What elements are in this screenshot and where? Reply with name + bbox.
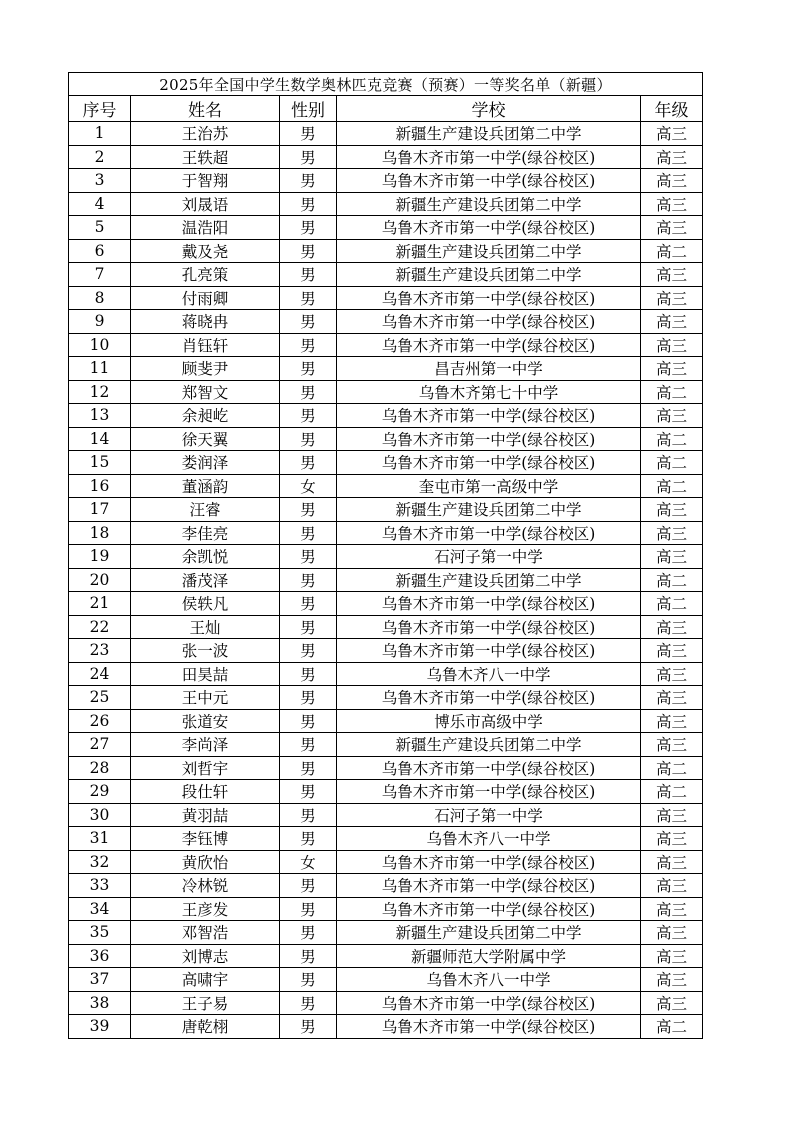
cell-name: 张道安 (131, 709, 280, 733)
table-row (69, 850, 703, 874)
cell-school: 新疆生产建设兵团第二中学 (337, 921, 641, 945)
cell-name: 张一波 (131, 639, 280, 663)
cell-grade: 高三 (641, 545, 703, 569)
cell-gender: 男 (280, 310, 337, 334)
cell-grade: 高三 (641, 169, 703, 193)
award-table (68, 72, 703, 1039)
cell-number: 7 (69, 263, 131, 287)
cell-number: 26 (69, 709, 131, 733)
cell-number: 8 (69, 286, 131, 310)
cell-grade: 高二 (641, 427, 703, 451)
cell-grade: 高三 (641, 827, 703, 851)
cell-school: 新疆生产建设兵团第二中学 (337, 498, 641, 522)
cell-gender: 男 (280, 568, 337, 592)
table-row (69, 498, 703, 522)
cell-gender: 男 (280, 592, 337, 616)
cell-school: 乌鲁木齐市第一中学(绿谷校区) (337, 615, 641, 639)
cell-number: 13 (69, 404, 131, 428)
table-body (69, 122, 703, 1039)
table-row (69, 122, 703, 146)
cell-grade: 高三 (641, 639, 703, 663)
cell-gender: 女 (280, 850, 337, 874)
cell-gender: 男 (280, 1015, 337, 1039)
cell-school: 乌鲁木齐市第一中学(绿谷校区) (337, 686, 641, 710)
cell-number: 36 (69, 944, 131, 968)
cell-gender: 男 (280, 192, 337, 216)
cell-grade: 高三 (641, 897, 703, 921)
cell-name: 王轶超 (131, 145, 280, 169)
cell-gender: 男 (280, 239, 337, 263)
cell-school: 乌鲁木齐市第一中学(绿谷校区) (337, 592, 641, 616)
cell-grade: 高三 (641, 615, 703, 639)
cell-school: 石河子第一中学 (337, 545, 641, 569)
cell-school: 新疆生产建设兵团第二中学 (337, 263, 641, 287)
table-row (69, 944, 703, 968)
cell-school: 乌鲁木齐市第一中学(绿谷校区) (337, 404, 641, 428)
cell-number: 5 (69, 216, 131, 240)
cell-grade: 高三 (641, 404, 703, 428)
cell-name: 孔亮策 (131, 263, 280, 287)
cell-name: 冷林锐 (131, 874, 280, 898)
table-row (69, 380, 703, 404)
cell-grade: 高二 (641, 239, 703, 263)
cell-gender: 男 (280, 709, 337, 733)
cell-name: 高啸宇 (131, 968, 280, 992)
cell-school: 乌鲁木齐第七十中学 (337, 380, 641, 404)
table-row (69, 286, 703, 310)
cell-grade: 高三 (641, 874, 703, 898)
table-row (69, 991, 703, 1015)
cell-gender: 男 (280, 521, 337, 545)
table-row (69, 827, 703, 851)
cell-grade: 高三 (641, 192, 703, 216)
cell-name: 付雨卿 (131, 286, 280, 310)
cell-gender: 男 (280, 263, 337, 287)
cell-name: 余凯悦 (131, 545, 280, 569)
cell-gender: 男 (280, 615, 337, 639)
cell-gender: 男 (280, 921, 337, 945)
cell-number: 35 (69, 921, 131, 945)
cell-gender: 男 (280, 427, 337, 451)
cell-grade: 高三 (641, 216, 703, 240)
cell-gender: 男 (280, 803, 337, 827)
cell-number: 32 (69, 850, 131, 874)
cell-number: 37 (69, 968, 131, 992)
table-title: 2025年全国中学生数学奥林匹克竞赛（预赛）一等奖名单（新疆） (69, 73, 703, 96)
cell-name: 余昶屹 (131, 404, 280, 428)
cell-name: 于智翔 (131, 169, 280, 193)
cell-number: 4 (69, 192, 131, 216)
cell-name: 郑智文 (131, 380, 280, 404)
cell-gender: 男 (280, 169, 337, 193)
cell-number: 21 (69, 592, 131, 616)
cell-grade: 高三 (641, 968, 703, 992)
cell-gender: 男 (280, 733, 337, 757)
cell-number: 27 (69, 733, 131, 757)
cell-number: 23 (69, 639, 131, 663)
cell-number: 34 (69, 897, 131, 921)
cell-name: 顾斐尹 (131, 357, 280, 381)
cell-gender: 男 (280, 333, 337, 357)
cell-name: 李钰博 (131, 827, 280, 851)
cell-name: 刘哲宇 (131, 756, 280, 780)
cell-school: 乌鲁木齐市第一中学(绿谷校区) (337, 427, 641, 451)
cell-school: 乌鲁木齐市第一中学(绿谷校区) (337, 991, 641, 1015)
cell-school: 乌鲁木齐市第一中学(绿谷校区) (337, 216, 641, 240)
cell-number: 18 (69, 521, 131, 545)
cell-number: 19 (69, 545, 131, 569)
cell-school: 乌鲁木齐八一中学 (337, 662, 641, 686)
cell-name: 刘博志 (131, 944, 280, 968)
cell-gender: 男 (280, 145, 337, 169)
cell-number: 28 (69, 756, 131, 780)
table-row (69, 192, 703, 216)
cell-grade: 高三 (641, 145, 703, 169)
cell-grade: 高三 (641, 122, 703, 146)
cell-school: 乌鲁木齐市第一中学(绿谷校区) (337, 850, 641, 874)
cell-gender: 男 (280, 122, 337, 146)
cell-gender: 男 (280, 380, 337, 404)
table-row (69, 451, 703, 475)
table-row (69, 897, 703, 921)
cell-name: 汪睿 (131, 498, 280, 522)
cell-grade: 高三 (641, 733, 703, 757)
cell-name: 王彦发 (131, 897, 280, 921)
table-row (69, 427, 703, 451)
cell-name: 董涵韵 (131, 474, 280, 498)
table-row (69, 756, 703, 780)
table-row (69, 145, 703, 169)
cell-number: 15 (69, 451, 131, 475)
cell-school: 石河子第一中学 (337, 803, 641, 827)
cell-gender: 男 (280, 639, 337, 663)
cell-name: 刘晟语 (131, 192, 280, 216)
title-row (69, 73, 703, 96)
cell-number: 16 (69, 474, 131, 498)
cell-grade: 高二 (641, 568, 703, 592)
table-row (69, 874, 703, 898)
cell-grade: 高二 (641, 780, 703, 804)
cell-name: 唐乾栩 (131, 1015, 280, 1039)
cell-school: 乌鲁木齐市第一中学(绿谷校区) (337, 451, 641, 475)
table-row (69, 521, 703, 545)
cell-grade: 高二 (641, 474, 703, 498)
cell-number: 14 (69, 427, 131, 451)
cell-grade: 高三 (641, 686, 703, 710)
cell-number: 6 (69, 239, 131, 263)
cell-name: 邓智浩 (131, 921, 280, 945)
table-row (69, 357, 703, 381)
table-row (69, 333, 703, 357)
cell-school: 乌鲁木齐八一中学 (337, 827, 641, 851)
cell-gender: 男 (280, 968, 337, 992)
cell-school: 乌鲁木齐八一中学 (337, 968, 641, 992)
cell-school: 新疆生产建设兵团第二中学 (337, 122, 641, 146)
cell-number: 10 (69, 333, 131, 357)
cell-number: 29 (69, 780, 131, 804)
table-row (69, 780, 703, 804)
cell-name: 潘茂泽 (131, 568, 280, 592)
table-row (69, 686, 703, 710)
cell-gender: 男 (280, 780, 337, 804)
cell-grade: 高二 (641, 380, 703, 404)
cell-school: 新疆生产建设兵团第二中学 (337, 239, 641, 263)
cell-gender: 男 (280, 991, 337, 1015)
cell-number: 24 (69, 662, 131, 686)
table-row (69, 169, 703, 193)
cell-gender: 男 (280, 404, 337, 428)
cell-gender: 男 (280, 286, 337, 310)
cell-school: 新疆生产建设兵团第二中学 (337, 192, 641, 216)
cell-school: 昌吉州第一中学 (337, 357, 641, 381)
cell-grade: 高二 (641, 592, 703, 616)
table-row (69, 921, 703, 945)
cell-grade: 高三 (641, 498, 703, 522)
cell-grade: 高二 (641, 451, 703, 475)
table-row (69, 545, 703, 569)
cell-name: 肖钰轩 (131, 333, 280, 357)
cell-gender: 男 (280, 662, 337, 686)
cell-gender: 男 (280, 686, 337, 710)
table-row (69, 474, 703, 498)
cell-name: 王治苏 (131, 122, 280, 146)
cell-school: 乌鲁木齐市第一中学(绿谷校区) (337, 1015, 641, 1039)
table-row (69, 662, 703, 686)
col-header-number: 序号 (69, 96, 131, 122)
col-header-school: 学校 (337, 96, 641, 122)
table-row (69, 1015, 703, 1039)
cell-number: 33 (69, 874, 131, 898)
cell-name: 戴及尧 (131, 239, 280, 263)
cell-school: 乌鲁木齐市第一中学(绿谷校区) (337, 897, 641, 921)
cell-name: 田昊喆 (131, 662, 280, 686)
cell-number: 31 (69, 827, 131, 851)
cell-name: 黄欣怡 (131, 850, 280, 874)
cell-grade: 高三 (641, 310, 703, 334)
cell-gender: 女 (280, 474, 337, 498)
table-row (69, 709, 703, 733)
cell-number: 22 (69, 615, 131, 639)
cell-name: 蒋晓冉 (131, 310, 280, 334)
cell-number: 38 (69, 991, 131, 1015)
cell-number: 1 (69, 122, 131, 146)
cell-school: 乌鲁木齐市第一中学(绿谷校区) (337, 521, 641, 545)
cell-school: 乌鲁木齐市第一中学(绿谷校区) (337, 639, 641, 663)
cell-school: 乌鲁木齐市第一中学(绿谷校区) (337, 780, 641, 804)
table-row (69, 263, 703, 287)
cell-school: 奎屯市第一高级中学 (337, 474, 641, 498)
cell-school: 新疆生产建设兵团第二中学 (337, 568, 641, 592)
cell-grade: 高三 (641, 850, 703, 874)
cell-grade: 高三 (641, 944, 703, 968)
cell-name: 李佳亮 (131, 521, 280, 545)
cell-grade: 高三 (641, 803, 703, 827)
table-row (69, 310, 703, 334)
cell-grade: 高三 (641, 709, 703, 733)
table-row (69, 968, 703, 992)
cell-name: 温浩阳 (131, 216, 280, 240)
table-row (69, 733, 703, 757)
cell-name: 李尚泽 (131, 733, 280, 757)
cell-name: 王中元 (131, 686, 280, 710)
cell-grade: 高三 (641, 263, 703, 287)
col-header-gender: 性别 (280, 96, 337, 122)
cell-name: 侯轶凡 (131, 592, 280, 616)
cell-school: 乌鲁木齐市第一中学(绿谷校区) (337, 286, 641, 310)
cell-school: 乌鲁木齐市第一中学(绿谷校区) (337, 333, 641, 357)
cell-gender: 男 (280, 756, 337, 780)
cell-gender: 男 (280, 451, 337, 475)
cell-grade: 高二 (641, 1015, 703, 1039)
cell-number: 17 (69, 498, 131, 522)
cell-grade: 高三 (641, 921, 703, 945)
cell-school: 乌鲁木齐市第一中学(绿谷校区) (337, 756, 641, 780)
cell-name: 娄润泽 (131, 451, 280, 475)
cell-grade: 高三 (641, 286, 703, 310)
cell-gender: 男 (280, 216, 337, 240)
cell-school: 乌鲁木齐市第一中学(绿谷校区) (337, 310, 641, 334)
table-row (69, 239, 703, 263)
cell-name: 王子易 (131, 991, 280, 1015)
table-row (69, 615, 703, 639)
cell-gender: 男 (280, 545, 337, 569)
cell-number: 12 (69, 380, 131, 404)
cell-number: 20 (69, 568, 131, 592)
cell-school: 博乐市高级中学 (337, 709, 641, 733)
cell-name: 王灿 (131, 615, 280, 639)
table-row (69, 404, 703, 428)
cell-school: 新疆生产建设兵团第二中学 (337, 733, 641, 757)
cell-school: 乌鲁木齐市第一中学(绿谷校区) (337, 145, 641, 169)
cell-number: 9 (69, 310, 131, 334)
header-row (69, 96, 703, 122)
cell-number: 3 (69, 169, 131, 193)
table-row (69, 803, 703, 827)
cell-school: 乌鲁木齐市第一中学(绿谷校区) (337, 169, 641, 193)
cell-grade: 高三 (641, 521, 703, 545)
col-header-grade: 年级 (641, 96, 703, 122)
table-row (69, 639, 703, 663)
cell-gender: 男 (280, 944, 337, 968)
cell-grade: 高三 (641, 662, 703, 686)
cell-gender: 男 (280, 498, 337, 522)
cell-name: 黄羽喆 (131, 803, 280, 827)
cell-grade: 高三 (641, 357, 703, 381)
cell-school: 新疆师范大学附属中学 (337, 944, 641, 968)
col-header-name: 姓名 (131, 96, 280, 122)
cell-gender: 男 (280, 827, 337, 851)
table-row (69, 568, 703, 592)
cell-grade: 高二 (641, 756, 703, 780)
cell-name: 徐天翼 (131, 427, 280, 451)
cell-number: 30 (69, 803, 131, 827)
cell-grade: 高三 (641, 991, 703, 1015)
cell-gender: 男 (280, 897, 337, 921)
table-row (69, 592, 703, 616)
cell-gender: 男 (280, 357, 337, 381)
cell-school: 乌鲁木齐市第一中学(绿谷校区) (337, 874, 641, 898)
table-row (69, 216, 703, 240)
cell-number: 25 (69, 686, 131, 710)
cell-grade: 高三 (641, 333, 703, 357)
cell-number: 39 (69, 1015, 131, 1039)
cell-number: 2 (69, 145, 131, 169)
cell-gender: 男 (280, 874, 337, 898)
cell-name: 段仕轩 (131, 780, 280, 804)
cell-number: 11 (69, 357, 131, 381)
award-list-document (68, 72, 702, 1039)
